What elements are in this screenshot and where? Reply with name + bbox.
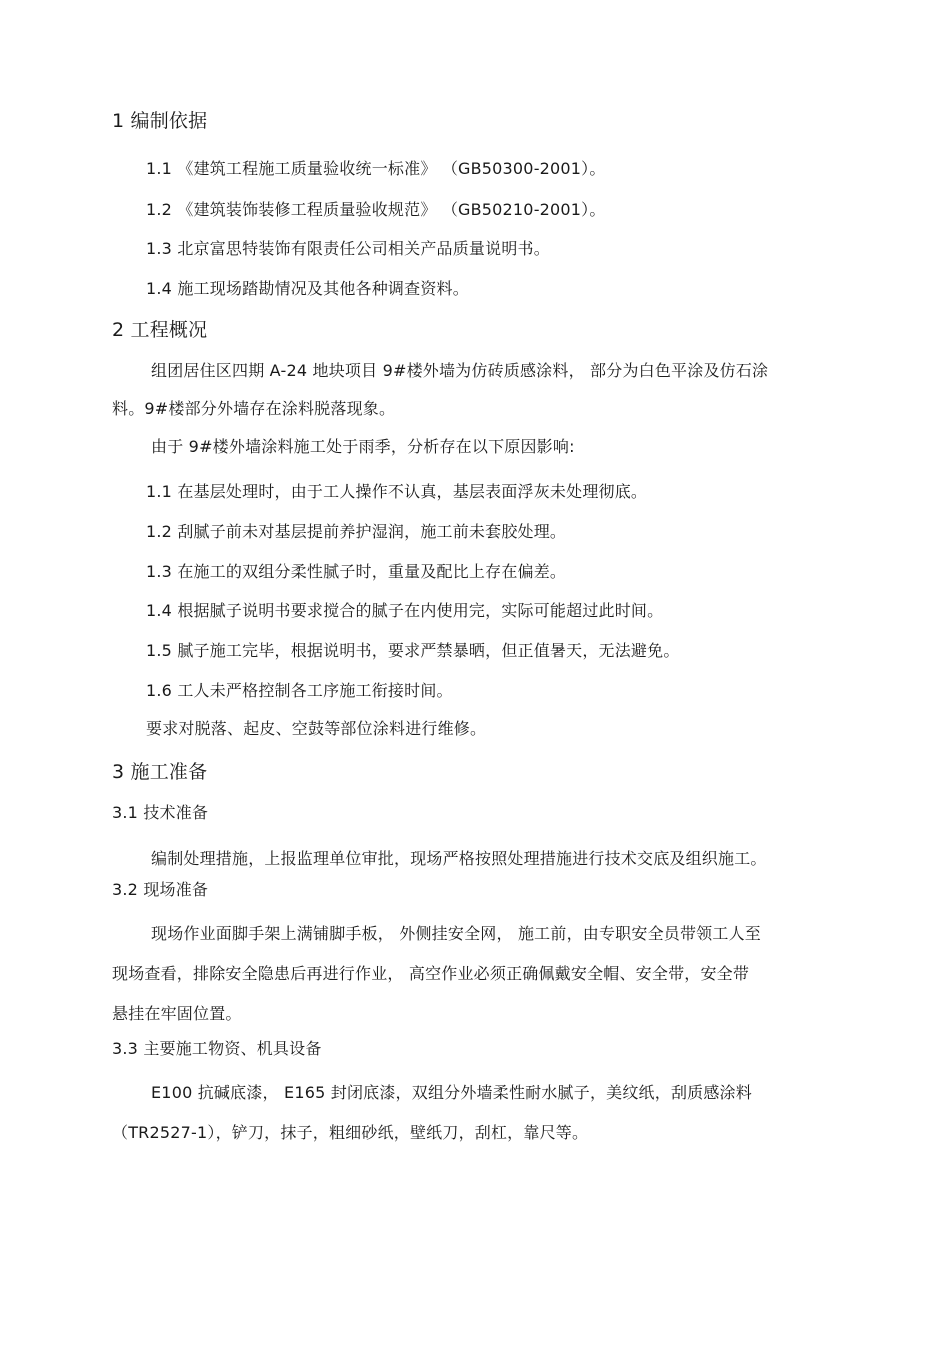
cause-intro: 由于 9#楼外墙涂料施工处于雨季，分析存在以下原因影响: — [151, 437, 575, 456]
section-1-title: 1 编制依据 — [112, 110, 208, 132]
site-prep-line-2: 现场查看，排除安全隐患后再进行作业， 高空作业必须正确佩戴安全帽、安全带，安全带 — [112, 964, 750, 983]
subsection-3-3-title: 3.3 主要施工物资、机具设备 — [112, 1039, 322, 1058]
site-prep-line-1: 现场作业面脚手架上满铺脚手板， 外侧挂安全网， 施工前，由专职安全员带领工人至 — [151, 924, 761, 943]
cause-item-1-4: 1.4 根据腻子说明书要求搅合的腻子在内使用完，实际可能超过此时间。 — [146, 601, 664, 620]
repair-requirement: 要求对脱落、起皮、空鼓等部位涂料进行维修。 — [146, 719, 487, 738]
cause-item-1-5: 1.5 腻子施工完毕，根据说明书，要求严禁暴晒，但正值暑天，无法避免。 — [146, 641, 680, 660]
overview-para-line-1: 组团居住区四期 A-24 地块项目 9#楼外墙为仿砖质感涂料， 部分为白色平涂及仿石涂 — [151, 361, 769, 380]
site-prep-line-3: 悬挂在牢固位置。 — [112, 1004, 242, 1023]
cause-item-1-2: 1.2 刮腻子前未对基层提前养护湿润，施工前未套胶处理。 — [146, 522, 567, 541]
materials-line-1: E100 抗碱底漆， E165 封闭底漆，双组分外墙柔性耐水腻子，美纹纸，刮质感涂料 — [151, 1083, 752, 1102]
overview-para-line-2: 料。9#楼部分外墙存在涂料脱落现象。 — [112, 399, 396, 418]
cause-item-1-6: 1.6 工人未严格控制各工序施工衔接时间。 — [146, 681, 453, 700]
basis-item-1-3: 1.3 北京富思特装饰有限责任公司相关产品质量说明书。 — [146, 239, 550, 258]
basis-item-1-4: 1.4 施工现场踏勘情况及其他各种调查资料。 — [146, 279, 469, 298]
cause-item-1-3: 1.3 在施工的双组分柔性腻子时，重量及配比上存在偏差。 — [146, 562, 567, 581]
basis-item-1-1: 1.1 《建筑工程施工质量验收统一标准》 （GB50300-2001）。 — [146, 159, 606, 178]
section-2-title: 2 工程概况 — [112, 319, 208, 341]
subsection-3-2-title: 3.2 现场准备 — [112, 880, 209, 899]
tech-prep-text: 编制处理措施，上报监理单位审批，现场严格按照处理措施进行技术交底及组织施工。 — [151, 849, 767, 868]
basis-item-1-2: 1.2 《建筑装饰装修工程质量验收规范》 （GB50210-2001）。 — [146, 200, 606, 219]
subsection-3-1-title: 3.1 技术准备 — [112, 803, 209, 822]
cause-item-1-1: 1.1 在基层处理时，由于工人操作不认真，基层表面浮灰未处理彻底。 — [146, 482, 648, 501]
materials-line-2: （TR2527-1），铲刀，抹子，粗细砂纸，壁纸刀，刮杠，靠尺等。 — [112, 1123, 589, 1142]
section-3-title: 3 施工准备 — [112, 761, 208, 783]
